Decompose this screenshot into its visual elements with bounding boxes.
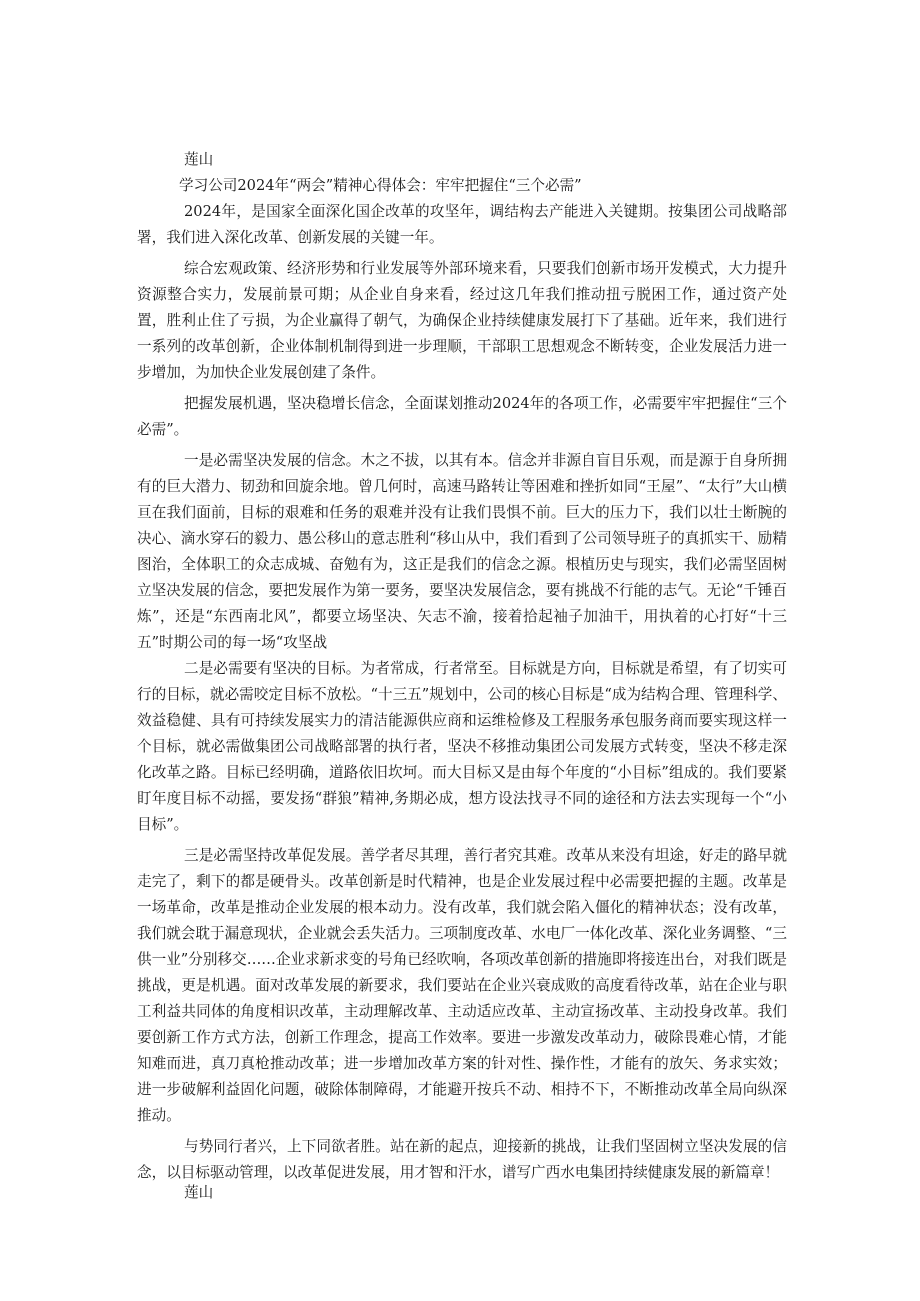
paragraph-reform: 三是必需坚持改革促发展。善学者尽其理，善行者究其难。改革从来没有坦途，好走的路早就走完了，剩下的都是硬骨头。改革创新是时代精神，也是企业发展过程中必需要把握的主题。改革是一场革命，改革是推动企业发展的根本动力。没有改革，我们就会陷入僵化的精神状态；没有改革，我们就会耽于漏意现状，企业就会丢失活力。三项制度改革、水电厂一体化改革、深化业务调整、“三供一业”分别移交……企业求新求变的号角已经吹响，各项改革创新的措施即将接连出台，对我们既是挑战，更是机遇。面对改革发展的新要求，我们要站在企业兴衰成败的高度看待改革，站在企业与职工利益共同体的角度相识改革，主动理解改革、主动适应改革、主动宣扬改革、主动投身改革。我们要创新工作方式方法，创新工作理念，提高工作效率。要进一步激发改革动力，破除畏难心情，才能知难而进，真刀真枪推动改革；进一步增加改革方案的针对性、操作性，才能有的放矢、务求实效；进一步破解利益固化问题，破除体制障碍，才能避开按兵不动、相持不下，不断推动改革全局向纵深推动。 [137, 847, 787, 1124]
paragraph-opportunity: 把握发展机遇，坚决稳增长信念，全面谋划推动2024年的各项工作，必需要牢牢把握住“三个必需”。 [137, 395, 787, 438]
paragraph-outlook: 综合宏观政策、经济形势和行业发展等外部环境来看，只要我们创新市场开发模式，大力提升资源整合实力，发展前景可期；从企业自身来看，经过这几年我们推动扭亏脱困工作，通过资产处置，胜利止住了亏损，为企业赢得了朝气，为确保企业持续健康发展打下了基础。近年来，我们进行一系列的改革创新，企业体制机制得到进一步理顺，干部职工思想观念不断转变，企业发展活力进一步增加，为加快企业发展创建了条件。 [137, 260, 787, 381]
paragraph-goal: 二是必需要有坚决的目标。为者常成，行者常至。目标就是方向，目标就是希望，有了切实可行的目标，就必需咬定目标不放松。“十三五”规划中，公司的核心目标是“成为结构合理、管理科学、效益稳健、具有可持续发展实力的清洁能源供应商和运维检修及工程服务承包服务商而要实现这样一个目标，就必需做集团公司战略部署的执行者，坚决不移推动集团公司发展方式转变，坚决不移走深化改革之路。目标已经明确，道路依旧坎坷。而大目标又是由每个年度的“小目标”组成的。我们要紧盯年度目标不动摇，要发扬“群狼”精神,务期必成，想方设法找寻不同的途径和方法去实现每一个“小目标”。 [137, 660, 787, 833]
document-page [137, 147, 787, 1206]
footer-author: 莲山 [184, 1184, 214, 1201]
document-author: 莲山 [184, 151, 214, 168]
paragraph-belief: 一是必需坚决发展的信念。木之不拔，以其有本。信念并非源自盲目乐观，而是源于自身所拥有的巨大潜力、韧劲和回旋余地。曾几何时，高速马路转让等困难和挫折如同“王屋”、“太行”大山横亘在我们面前，目标的艰难和任务的艰难并没有让我们畏惧不前。巨大的压力下，我们以壮士断腕的决心、滴水穿石的毅力、愚公移山的意志胜利“移山从中，我们看到了公司领导班子的真抓实干、励精图治，全体职工的众志成城、奋勉有为，这正是我们的信念之源。根植历史与现实，我们必需坚固树立坚决发展的信念，要把发展作为第一要务，要坚决发展信念，要有挑战不行能的志气。无论“千锤百炼”，还是“东西南北风”，都要立场坚决、矢志不渝，接着拾起袖子加油干，用执着的心打好“十三五”时期公司的每一场“攻坚战 [137, 452, 787, 651]
document-title: 学习公司2024年“两会”精神心得体会：牢牢把握住“三个必需” [179, 177, 582, 194]
paragraph-intro: 2024年，是国家全面深化国企改革的攻坚年，调结构去产能进入关键期。按集团公司战略部署，我们进入深化改革、创新发展的关键一年。 [137, 203, 787, 246]
paragraph-conclusion: 与势同行者兴，上下同欲者胜。站在新的起点，迎接新的挑战，让我们坚固树立坚决发展的信念，以目标驱动管理，以改革促进发展，用才智和汗水，谱写广西水电集团持续健康发展的新篇章！ [137, 1138, 787, 1181]
